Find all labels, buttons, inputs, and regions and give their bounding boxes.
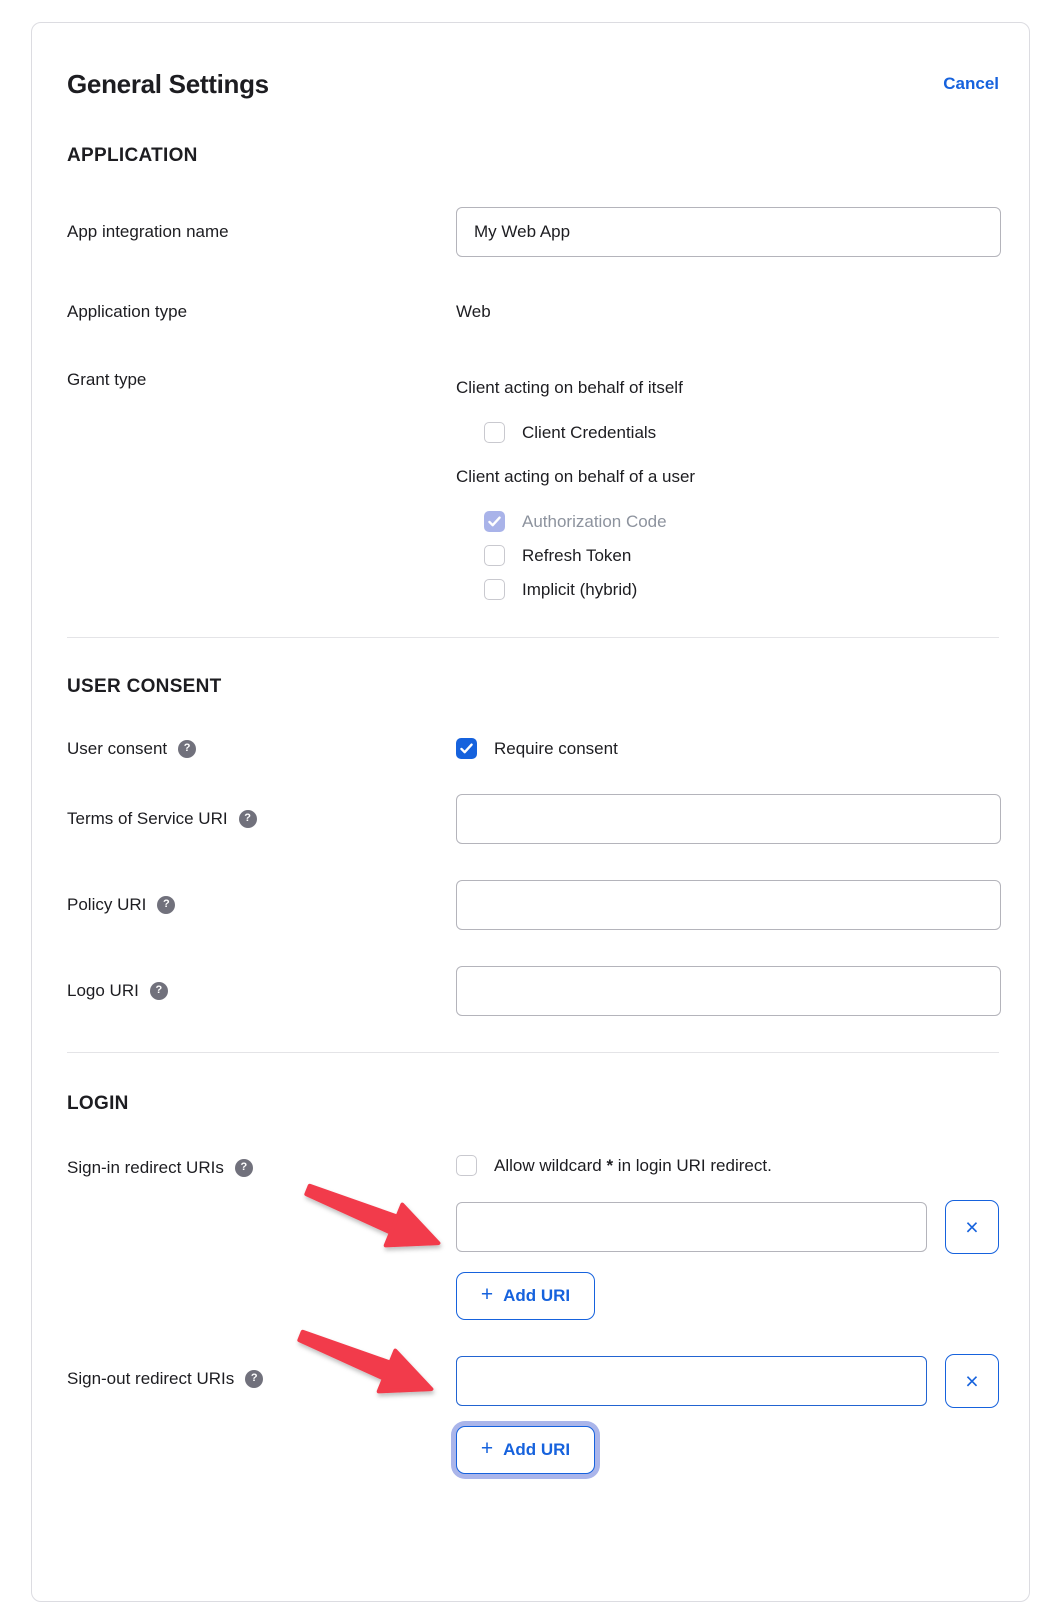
- checkbox-refresh-token[interactable]: [484, 545, 505, 566]
- logo-uri-control: [456, 966, 999, 1016]
- field-row-logo-uri: [67, 966, 999, 1016]
- app-type-control: [456, 301, 999, 322]
- policy-uri-label-group: [67, 880, 456, 915]
- grant-group-user-heading: Client acting on behalf of a user: [456, 467, 696, 486]
- sign-in-redirect-label-group: [67, 1155, 456, 1178]
- user-consent-control: [456, 738, 999, 759]
- app-name-control: [456, 207, 999, 257]
- help-icon[interactable]: ?: [235, 1159, 253, 1177]
- grant-group-itself-options: [484, 419, 999, 446]
- grant-group-user-options: [484, 508, 999, 603]
- field-row-user-consent: [67, 738, 999, 759]
- require-consent-row: [456, 738, 999, 759]
- app-name-input[interactable]: [456, 207, 1001, 257]
- help-icon[interactable]: ?: [150, 982, 168, 1000]
- policy-uri-control: [456, 880, 999, 930]
- add-uri-label: Add URI: [503, 1440, 571, 1459]
- sign-in-redirect-label: Sign-in redirect URIs: [67, 1158, 224, 1177]
- sign-out-add-uri-button[interactable]: [456, 1426, 595, 1474]
- app-type-label-group: [67, 301, 456, 322]
- grant-type-control: [456, 369, 999, 603]
- add-uri-label: Add URI: [503, 1286, 571, 1305]
- login-section-heading: LOGIN: [67, 1093, 129, 1114]
- app-type-label: Application type: [67, 302, 188, 321]
- field-row-tos-uri: [67, 794, 999, 844]
- user-consent-label-group: [67, 738, 456, 759]
- section-divider: [67, 637, 999, 638]
- logo-uri-input[interactable]: [456, 966, 1001, 1016]
- page-title: General Settings: [67, 69, 269, 99]
- checkbox-authorization-code: [484, 511, 505, 532]
- grant-option-authorization-code: [484, 508, 999, 535]
- cancel-button[interactable]: Cancel: [943, 74, 999, 93]
- grant-type-label: Grant type: [67, 370, 147, 389]
- sign-out-redirect-control: [456, 1354, 999, 1474]
- app-name-label: App integration name: [67, 222, 229, 241]
- sign-in-uri-input[interactable]: [456, 1202, 927, 1252]
- policy-uri-input[interactable]: [456, 880, 1001, 930]
- grant-type-label-group: [67, 369, 456, 390]
- grant-group-itself-heading: Client acting on behalf of itself: [456, 378, 683, 397]
- sign-out-uri-line: [456, 1354, 999, 1408]
- wildcard-asterisk: *: [606, 1156, 614, 1175]
- card-header: [67, 69, 999, 99]
- wildcard-checkbox-row: [456, 1155, 999, 1176]
- help-icon[interactable]: ?: [239, 810, 257, 828]
- application-section-heading: APPLICATION: [67, 145, 198, 166]
- sign-out-remove-uri-button[interactable]: [945, 1354, 999, 1408]
- grant-option-client-credentials-label: Client Credentials: [522, 423, 657, 442]
- user-consent-label: User consent: [67, 739, 168, 758]
- field-row-policy-uri: [67, 880, 999, 930]
- check-icon: [460, 743, 473, 754]
- sign-out-redirect-label: Sign-out redirect URIs: [67, 1369, 235, 1388]
- field-row-app-name: [67, 207, 999, 257]
- plus-icon: +: [480, 1283, 494, 1306]
- field-row-sign-in-redirect: [67, 1155, 999, 1320]
- tos-uri-input[interactable]: [456, 794, 1001, 844]
- help-icon[interactable]: ?: [157, 896, 175, 914]
- section-divider: [67, 1052, 999, 1053]
- grant-option-implicit-label: Implicit (hybrid): [522, 580, 638, 599]
- logo-uri-label: Logo URI: [67, 981, 139, 1000]
- allow-wildcard-label: [494, 1155, 772, 1176]
- sign-in-remove-uri-button[interactable]: [945, 1200, 999, 1254]
- sign-in-uri-line: [456, 1200, 999, 1254]
- wildcard-label-suffix: in login URI redirect.: [613, 1156, 772, 1175]
- help-icon[interactable]: ?: [245, 1370, 263, 1388]
- tos-uri-label: Terms of Service URI: [67, 809, 228, 828]
- grant-option-client-credentials: [484, 419, 999, 446]
- checkbox-require-consent[interactable]: [456, 738, 477, 759]
- grant-option-refresh-token-label: Refresh Token: [522, 546, 632, 565]
- checkbox-client-credentials[interactable]: [484, 422, 505, 443]
- grant-group-user: [456, 466, 999, 603]
- sign-in-redirect-control: [456, 1155, 999, 1320]
- grant-group-itself: [456, 377, 999, 446]
- help-icon[interactable]: ?: [178, 740, 196, 758]
- sign-out-redirect-label-group: [67, 1354, 456, 1389]
- logo-uri-label-group: [67, 966, 456, 1001]
- policy-uri-label: Policy URI: [67, 895, 147, 914]
- wildcard-label-prefix: Allow wildcard: [494, 1156, 607, 1175]
- tos-uri-label-group: [67, 794, 456, 829]
- close-icon: ×: [965, 1213, 979, 1240]
- grant-option-authorization-code-label: Authorization Code: [522, 512, 667, 531]
- close-icon: ×: [965, 1367, 979, 1394]
- plus-icon: +: [480, 1437, 494, 1460]
- field-row-app-type: [67, 301, 999, 322]
- checkbox-implicit[interactable]: [484, 579, 505, 600]
- user-consent-section-heading: USER CONSENT: [67, 676, 222, 697]
- field-row-grant-type: [67, 369, 999, 603]
- general-settings-card: [31, 22, 1030, 1602]
- require-consent-label: Require consent: [494, 739, 618, 758]
- checkbox-allow-wildcard[interactable]: [456, 1155, 477, 1176]
- grant-option-implicit: [484, 576, 999, 603]
- tos-uri-control: [456, 794, 999, 844]
- field-row-sign-out-redirect: [67, 1354, 999, 1474]
- app-name-label-group: [67, 207, 456, 242]
- sign-in-add-uri-button[interactable]: [456, 1272, 595, 1320]
- sign-out-uri-input[interactable]: [456, 1356, 927, 1406]
- grant-option-refresh-token: [484, 542, 999, 569]
- app-type-value: Web: [456, 302, 491, 321]
- check-icon: [488, 516, 501, 527]
